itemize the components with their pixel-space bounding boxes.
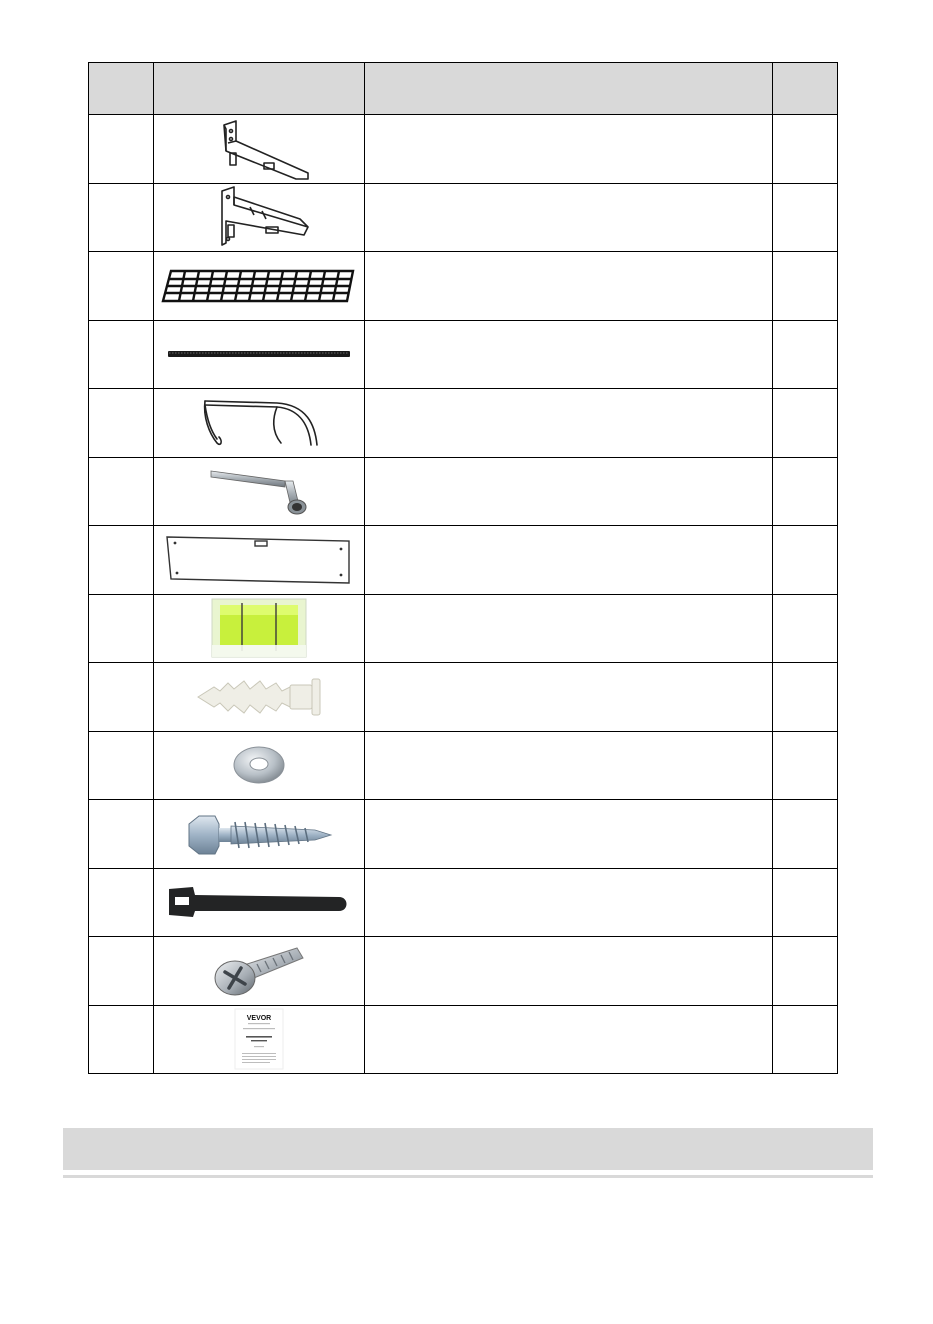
table-row xyxy=(89,937,838,1006)
support-rail-icon xyxy=(167,348,351,360)
cell-item xyxy=(89,594,154,663)
cell-item xyxy=(89,937,154,1006)
cell-name xyxy=(365,183,773,252)
header-name xyxy=(365,63,773,115)
cell-name xyxy=(365,526,773,595)
cell-image xyxy=(154,663,365,732)
cell-qty xyxy=(773,731,838,800)
table-row xyxy=(89,800,838,869)
cell-item xyxy=(89,663,154,732)
cell-image xyxy=(154,868,365,937)
cell-image xyxy=(154,731,365,800)
cell-image xyxy=(154,457,365,526)
header-item xyxy=(89,63,154,115)
cell-name xyxy=(365,252,773,321)
table-row xyxy=(89,115,838,184)
table-row xyxy=(89,663,838,732)
cell-qty xyxy=(773,526,838,595)
table-row xyxy=(89,526,838,595)
cell-name xyxy=(365,320,773,389)
cell-qty xyxy=(773,252,838,321)
table-row xyxy=(89,457,838,526)
table-header-row xyxy=(89,63,838,115)
cell-image xyxy=(154,1005,365,1074)
table-row xyxy=(89,731,838,800)
cell-item xyxy=(89,252,154,321)
left-shelf-bracket-icon xyxy=(204,117,314,181)
cell-name xyxy=(365,594,773,663)
machine-screw-icon xyxy=(211,944,307,998)
cell-image xyxy=(154,252,365,321)
manual-brand: VEVOR xyxy=(246,1015,272,1023)
table-row xyxy=(89,183,838,252)
wire-shelf-icon xyxy=(161,269,357,303)
cell-item xyxy=(89,1005,154,1074)
cell-qty xyxy=(773,320,838,389)
cell-name xyxy=(365,800,773,869)
cell-item xyxy=(89,868,154,937)
table-row xyxy=(89,389,838,458)
washer-icon xyxy=(232,745,286,785)
table-row xyxy=(89,1005,838,1074)
table-row xyxy=(89,320,838,389)
cell-item xyxy=(89,731,154,800)
user-manual-icon xyxy=(234,1008,284,1070)
table-row xyxy=(89,252,838,321)
hook-icon xyxy=(197,397,321,449)
parts-list-table xyxy=(88,62,838,1074)
cell-image xyxy=(154,320,365,389)
header-image xyxy=(154,63,365,115)
cell-item xyxy=(89,526,154,595)
wall-anchor-icon xyxy=(194,675,324,719)
cell-name xyxy=(365,1005,773,1074)
cell-qty xyxy=(773,663,838,732)
cell-name xyxy=(365,457,773,526)
cell-qty xyxy=(773,800,838,869)
cell-name xyxy=(365,731,773,800)
cell-item xyxy=(89,183,154,252)
cell-qty xyxy=(773,183,838,252)
lag-screw-icon xyxy=(185,810,333,858)
cable-strap-icon xyxy=(167,885,351,919)
table-row xyxy=(89,594,838,663)
cell-item xyxy=(89,800,154,869)
cell-item xyxy=(89,389,154,458)
cell-name xyxy=(365,389,773,458)
cell-qty xyxy=(773,594,838,663)
cell-qty xyxy=(773,115,838,184)
cell-qty xyxy=(773,389,838,458)
cell-image xyxy=(154,800,365,869)
cell-image xyxy=(154,594,365,663)
cell-image xyxy=(154,389,365,458)
cell-item xyxy=(89,457,154,526)
mounting-template-icon xyxy=(165,535,353,585)
cell-item xyxy=(89,320,154,389)
cell-qty xyxy=(773,457,838,526)
cell-name xyxy=(365,868,773,937)
cell-image xyxy=(154,115,365,184)
cell-name xyxy=(365,115,773,184)
cell-qty xyxy=(773,937,838,1006)
table-row xyxy=(89,868,838,937)
cell-name xyxy=(365,663,773,732)
right-shelf-bracket-icon xyxy=(204,185,314,249)
cell-image xyxy=(154,183,365,252)
spirit-level-icon xyxy=(210,597,308,659)
cell-name xyxy=(365,937,773,1006)
section-divider xyxy=(63,1175,873,1178)
cell-image xyxy=(154,937,365,1006)
cell-item xyxy=(89,115,154,184)
section-header-bar xyxy=(63,1128,873,1170)
cell-qty xyxy=(773,1005,838,1074)
cell-image xyxy=(154,526,365,595)
cell-qty xyxy=(773,868,838,937)
socket-wrench-icon xyxy=(207,463,311,519)
header-qty xyxy=(773,63,838,115)
